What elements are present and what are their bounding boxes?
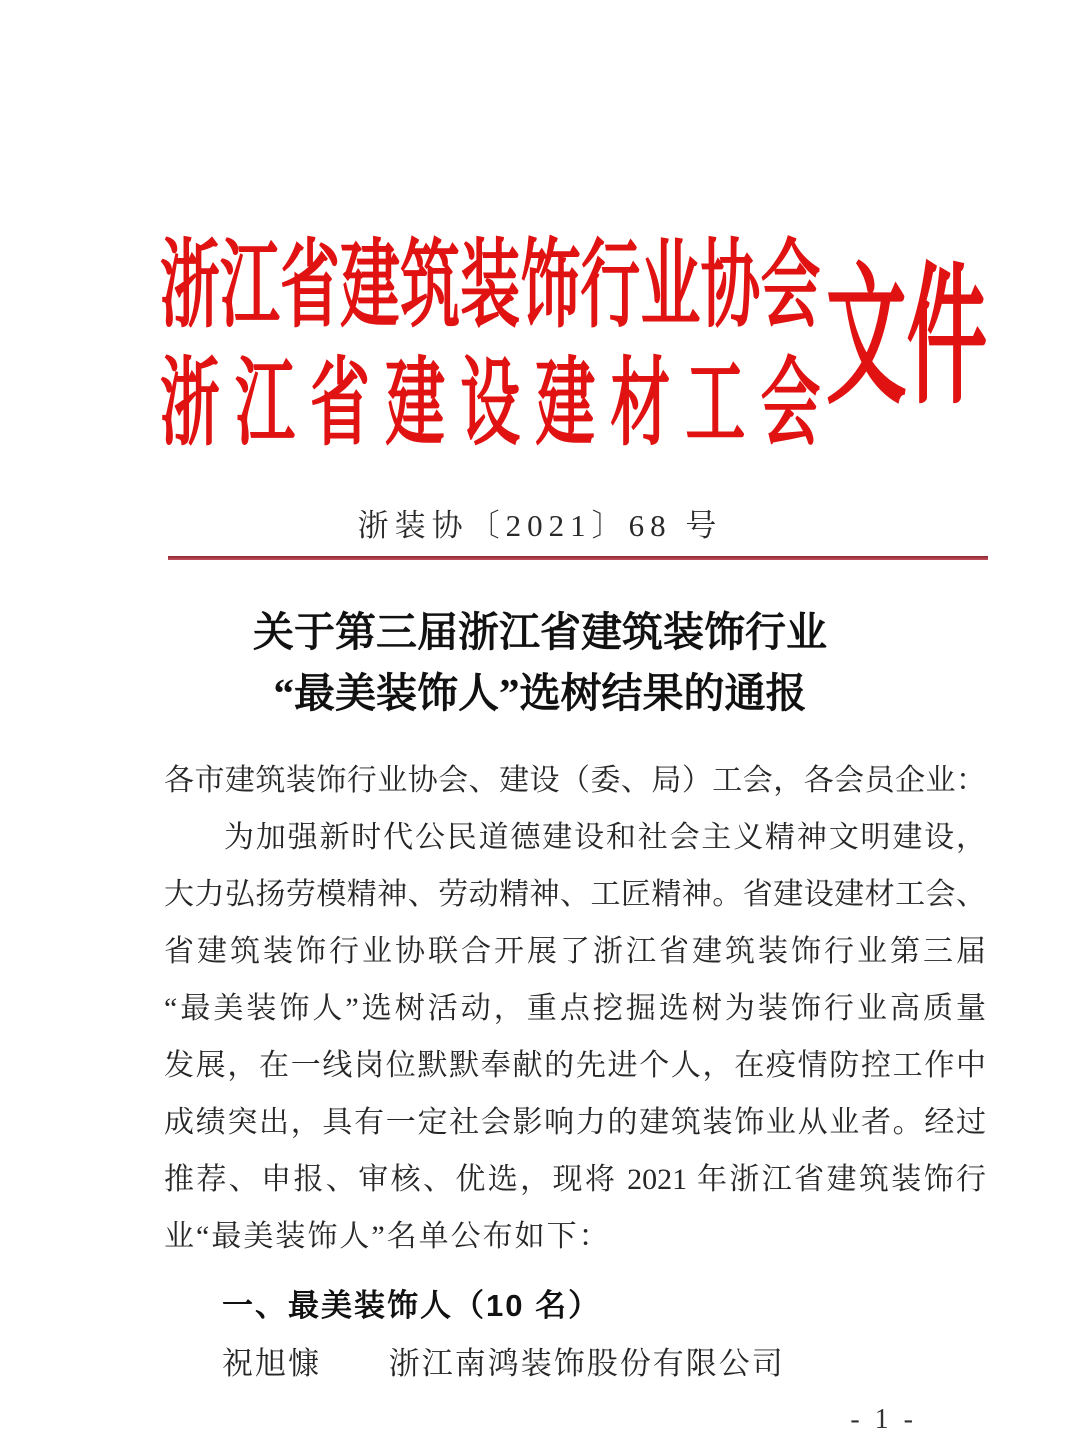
body-line: 成绩突出，具有一定社会影响力的建筑装饰业从业者。经过: [164, 1106, 986, 1139]
section-heading-most-beautiful-decorators: 一、最美装饰人（10 名）: [222, 1288, 602, 1323]
body-line: 省建筑装饰行业协联合开展了浙江省建筑装饰行业第三届: [164, 935, 986, 968]
body-line: “最美装饰人”选树活动，重点挖掘选树为装饰行业高质量: [164, 992, 986, 1025]
awardee-company: 浙江南鸿装饰股份有限公司: [388, 1346, 785, 1381]
awardee-name: 祝旭慷: [222, 1346, 321, 1381]
document-title-line2: “最美装饰人”选树结果的通报: [273, 670, 807, 716]
document-title-line1: 关于第三届浙江省建筑装饰行业: [253, 609, 827, 655]
body-line: 发展，在一线岗位默默奉献的先进个人，在疫情防控工作中: [164, 1049, 986, 1082]
body-line: 推荐、申报、审核、优选，现将 2021 年浙江省建筑装饰行: [164, 1163, 986, 1196]
document-title: [0, 602, 1080, 724]
document-reference-number: 浙装协〔2021〕68 号: [357, 508, 723, 543]
page-number: - 1 -: [850, 1404, 917, 1435]
red-divider-line: [168, 556, 988, 560]
body-line: 为加强新时代公民道德建设和社会主义精神文明建设，: [224, 821, 986, 854]
body-line: 大力弘扬劳模精神、劳动精神、工匠精神。省建设建材工会、: [164, 878, 986, 911]
letterhead-org-line2: 浙江省建设建材工会: [160, 350, 821, 457]
awardee-list-item: [222, 1338, 785, 1383]
body-salutation-line: 各市建筑装饰行业协会、建设（委、局）工会，各会员企业：: [164, 764, 986, 797]
letterhead-doc-type-label: 文件: [826, 254, 988, 422]
document-body: [164, 752, 986, 1265]
letterhead-org-line1: 浙江省建筑装饰行业协会: [160, 232, 821, 339]
body-line: 业“最美装饰人”名单公布如下：: [164, 1220, 611, 1253]
